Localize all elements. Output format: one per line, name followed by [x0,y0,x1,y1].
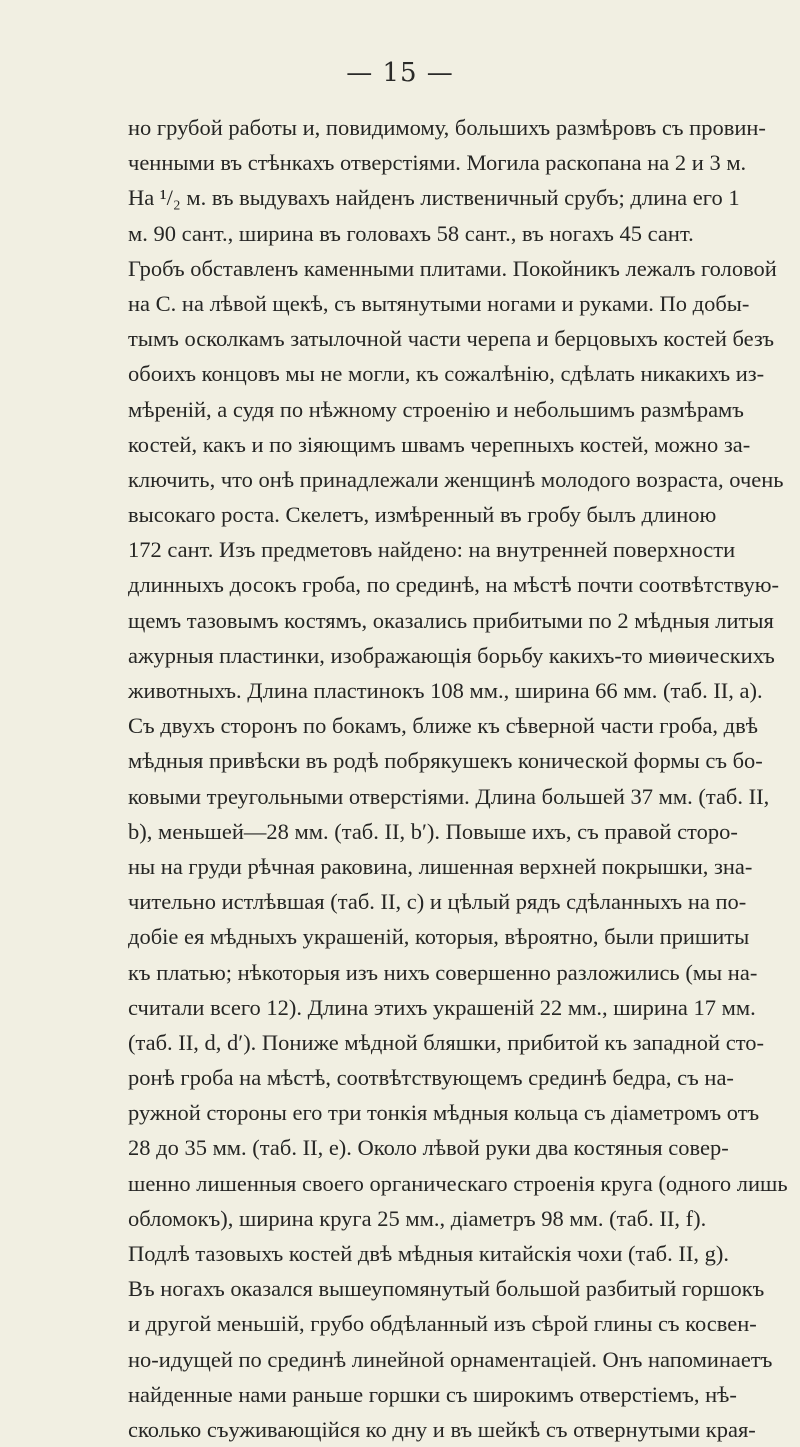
text-line: ны на груди рѣчная раковина, лишенная верхней покрышки, зна- [128,853,753,879]
text-line: чительно истлѣвшая (таб. II, c) и цѣлый рядъ сдѣланныхъ на по- [128,889,747,915]
text-line: но-идущей по срединѣ линейной орнаментаціей. Онъ напоминаетъ [128,1346,773,1372]
text-line: мѣдныя привѣски въ родѣ побрякушекъ конической формы съ бо- [128,748,763,774]
text-line: сколько съуживающійся ко дну и въ шейкѣ съ отвернутыми края- [128,1416,756,1442]
text-line: ажурныя пластинки, изображающія борьбу какихъ-то миѳическихъ [128,642,775,668]
text-line: животныхъ. Длина пластинокъ 108 мм., ширина 66 мм. (таб. II, a). [128,678,763,703]
text-line: b), меньшей—28 мм. (таб. II, b′). Повыше ихъ, съ правой сторо- [128,818,738,844]
text-line: На ¹/₂ м. въ выдувахъ найденъ лиственичный срубъ; длина его 1 [128,185,740,211]
page-number: — 15 — [346,58,454,88]
text-line: Съ двухъ сторонъ по бокамъ, ближе къ сѣверной части гроба, двѣ [128,713,758,739]
text-line: 172 сант. Изъ предметовъ найдено: на внутренней поверхности [128,537,736,563]
text-line: щемъ тазовымъ костямъ, оказались прибитыми по 2 мѣдныя литыя [128,607,774,633]
text-line: ронѣ гроба на мѣстѣ, соотвѣтствующемъ срединѣ бедра, съ на- [128,1065,734,1091]
text-line: тымъ осколкамъ затылочной части черепа и берцовыхъ костей безъ [128,326,775,352]
text-line: ружной стороны его три тонкія мѣдныя кольца съ діаметромъ отъ [128,1100,760,1126]
text-line: на С. на лѣвой щекѣ, съ вытянутыми ногами и руками. По добы- [128,290,750,316]
text-line: Подлѣ тазовыхъ костей двѣ мѣдныя китайскія чохи (таб. II, g). [128,1241,729,1266]
text-line: ковыми треугольными отверстіями. Длина большей 37 мм. (таб. II, [128,783,770,809]
text-line: мѣреній, а судя по нѣжному строенію и небольшимъ размѣрамъ [128,396,744,422]
text-line: найденные нами раньше горшки съ широкимъ отверстіемъ, нѣ- [128,1381,737,1407]
text-line: но грубой работы и, повидимому, большихъ размѣровъ съ провин- [128,115,766,140]
text-line: ченными въ стѣнкахъ отверстіями. Могила раскопана на 2 и 3 м. [128,150,747,176]
text-line: длинныхъ досокъ гроба, по срединѣ, на мѣстѣ почти соотвѣтствую- [128,572,779,598]
text-line: Гробъ обставленъ каменными плитами. Покойникъ лежалъ головой [128,255,777,281]
text-line: ключить, что онѣ принадлежали женщинѣ молодого возраста, очень [128,466,784,492]
text-line: Въ ногахъ оказался вышеупомянутый большой разбитый горшокъ [128,1276,765,1302]
text-line: 28 до 35 мм. (таб. II, e). Около лѣвой руки два костяныя совер- [128,1135,729,1161]
text-line: и другой меньшій, грубо обдѣланный изъ сѣрой глины съ косвен- [128,1311,757,1337]
text-line: считали всего 12). Длина этихъ украшеній 22 мм., ширина 17 мм. [128,994,756,1020]
text-line: къ платью; нѣкоторыя изъ нихъ совершенно разложились (мы на- [128,959,758,985]
text-line: шенно лишенныя своего органическаго строенія круга (одного лишь [128,1170,788,1196]
text-line: м. 90 сант., ширина въ головахъ 58 сант., въ ногахъ 45 сант. [128,220,694,246]
text-line: костей, какъ и по зіяющимъ швамъ черепныхъ костей, можно за- [128,431,751,457]
text-line: (таб. II, d, d′). Пониже мѣдной бляшки, прибитой къ западной сто- [128,1029,764,1055]
text-line: обоихъ концовъ мы не могли, къ сожалѣнію, сдѣлать никакихъ из- [128,361,765,387]
text-line: обломокъ), ширина круга 25 мм., діаметръ 98 мм. (таб. II, f). [128,1205,707,1231]
body-text [128,110,788,1447]
text-line: высокаго роста. Скелетъ, измѣренный въ гробу былъ длиною [128,502,717,528]
text-line: добіе ея мѣдныхъ украшеній, которыя, вѣроятно, были пришиты [128,924,750,950]
